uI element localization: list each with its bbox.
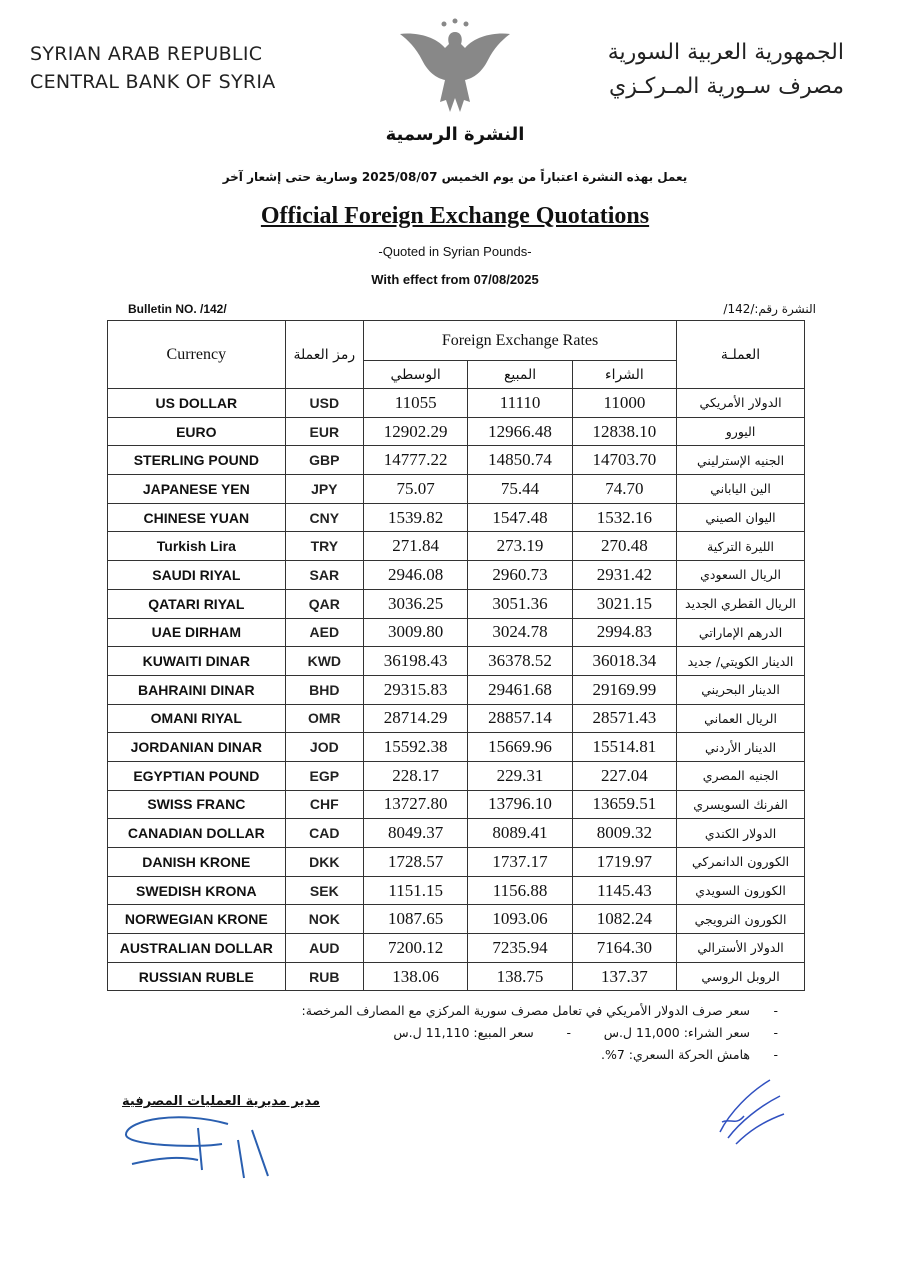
sell-rate: 3024.78: [468, 618, 572, 647]
buy-rate: 1082.24: [572, 905, 676, 934]
table-row: [108, 675, 805, 704]
currency-name-ar: الدولار الأمريكي: [677, 389, 805, 418]
buy-rate: 8009.32: [572, 819, 676, 848]
currency-name: EGYPTIAN POUND: [108, 761, 286, 790]
document-title: Official Foreign Exchange Quotations: [260, 203, 650, 229]
currency-code: USD: [285, 389, 363, 418]
currency-name: US DOLLAR: [108, 389, 286, 418]
table-row: [108, 848, 805, 877]
currency-name-ar: الريال القطري الجديد: [677, 589, 805, 618]
currency-name: OMANI RIYAL: [108, 704, 286, 733]
table-row: [108, 532, 805, 561]
currency-name: NORWEGIAN KRONE: [108, 905, 286, 934]
table-row: [108, 704, 805, 733]
buy-rate: 2994.83: [572, 618, 676, 647]
table-row: [108, 790, 805, 819]
currency-name-ar: الكورون النرويجي: [677, 905, 805, 934]
note-usd-rate: سعر صرف الدولار الأمريكي في تعامل مصرف سورية المركزي مع المصارف المرخصة:: [301, 1003, 750, 1018]
currency-code: CNY: [285, 503, 363, 532]
sell-rate: 1737.17: [468, 848, 572, 877]
buy-rate: 74.70: [572, 475, 676, 504]
table-row: [108, 905, 805, 934]
currency-code: JOD: [285, 733, 363, 762]
table-row: [108, 962, 805, 991]
mid-rate: 28714.29: [363, 704, 467, 733]
currency-code: EUR: [285, 417, 363, 446]
currency-name: CHINESE YUAN: [108, 503, 286, 532]
currency-code: QAR: [285, 589, 363, 618]
signature-title: مدير مديرية العمليات المصرفية: [122, 1094, 320, 1109]
currency-name-ar: الريال السعودي: [677, 561, 805, 590]
buy-rate: 14703.70: [572, 446, 676, 475]
table-row: [108, 417, 805, 446]
currency-name-ar: اليورو: [677, 417, 805, 446]
header-currency-ar: العملـة: [677, 321, 805, 389]
currency-name: JORDANIAN DINAR: [108, 733, 286, 762]
buy-rate: 12838.10: [572, 417, 676, 446]
mid-rate: 1151.15: [363, 876, 467, 905]
sell-rate: 29461.68: [468, 675, 572, 704]
table-row: [108, 618, 805, 647]
currency-name-ar: الدولار الأسترالي: [677, 934, 805, 963]
buy-rate: 11000: [572, 389, 676, 418]
sell-rate: 36378.52: [468, 647, 572, 676]
currency-name-ar: الليرة التركية: [677, 532, 805, 561]
header-mid: الوسطي: [363, 361, 467, 389]
buy-rate: 28571.43: [572, 704, 676, 733]
currency-name-ar: الجنيه الإسترليني: [677, 446, 805, 475]
buy-rate: 1532.16: [572, 503, 676, 532]
currency-name: EURO: [108, 417, 286, 446]
signature-icon: [118, 1100, 318, 1180]
mid-rate: 1087.65: [363, 905, 467, 934]
mid-rate: 3009.80: [363, 618, 467, 647]
table-row: [108, 389, 805, 418]
sell-rate: 7235.94: [468, 934, 572, 963]
currency-name-ar: الكورون الدانمركي: [677, 848, 805, 877]
sell-rate: 8089.41: [468, 819, 572, 848]
currency-code: SAR: [285, 561, 363, 590]
buy-rate: 7164.30: [572, 934, 676, 963]
mid-rate: 13727.80: [363, 790, 467, 819]
mid-rate: 75.07: [363, 475, 467, 504]
mid-rate: 271.84: [363, 532, 467, 561]
currency-code: OMR: [285, 704, 363, 733]
header-rates: Foreign Exchange Rates: [363, 321, 676, 361]
currency-name: JAPANESE YEN: [108, 475, 286, 504]
currency-name: DANISH KRONE: [108, 848, 286, 877]
mid-rate: 29315.83: [363, 675, 467, 704]
buy-rate: 137.37: [572, 962, 676, 991]
currency-code: NOK: [285, 905, 363, 934]
table-row: [108, 503, 805, 532]
sell-rate: 138.75: [468, 962, 572, 991]
sell-rate: 75.44: [468, 475, 572, 504]
currency-name: KUWAITI DINAR: [108, 647, 286, 676]
sell-rate: 229.31: [468, 761, 572, 790]
currency-code: DKK: [285, 848, 363, 877]
buy-rate: 36018.34: [572, 647, 676, 676]
note-sell-rate: سعر المبيع: 11,110 ل.س: [393, 1025, 534, 1040]
bulletin-title-ar: النشرة الرسمية: [385, 124, 525, 145]
table-row: [108, 761, 805, 790]
currency-code: GBP: [285, 446, 363, 475]
sell-rate: 1547.48: [468, 503, 572, 532]
header-english: [30, 40, 276, 96]
currency-name: UAE DIRHAM: [108, 618, 286, 647]
currency-code: CHF: [285, 790, 363, 819]
currency-name-ar: الدرهم الإماراتي: [677, 618, 805, 647]
currency-code: AUD: [285, 934, 363, 963]
table-row: [108, 819, 805, 848]
currency-name-ar: الفرنك السويسري: [677, 790, 805, 819]
table-row: [108, 475, 805, 504]
currency-name-ar: اليوان الصيني: [677, 503, 805, 532]
mid-rate: 8049.37: [363, 819, 467, 848]
table-row: [108, 647, 805, 676]
mid-rate: 1728.57: [363, 848, 467, 877]
currency-name: BAHRAINI DINAR: [108, 675, 286, 704]
currency-name: QATARI RIYAL: [108, 589, 286, 618]
mid-rate: 3036.25: [363, 589, 467, 618]
mid-rate: 228.17: [363, 761, 467, 790]
currency-name: STERLING POUND: [108, 446, 286, 475]
currency-code: EGP: [285, 761, 363, 790]
sell-rate: 3051.36: [468, 589, 572, 618]
republic-name: SYRIAN ARAB REPUBLIC: [30, 43, 263, 65]
note-buy-rate: سعر الشراء: 11,000 ل.س: [603, 1025, 750, 1040]
buy-rate: 29169.99: [572, 675, 676, 704]
buy-rate: 270.48: [572, 532, 676, 561]
sell-rate: 1156.88: [468, 876, 572, 905]
note-margin: هامش الحركة السعري: 7%.: [600, 1047, 750, 1062]
currency-name-ar: الدينار البحريني: [677, 675, 805, 704]
table-row: [108, 589, 805, 618]
sell-rate: 12966.48: [468, 417, 572, 446]
table-row: [108, 934, 805, 963]
table-row: [108, 876, 805, 905]
currency-code: CAD: [285, 819, 363, 848]
currency-code: RUB: [285, 962, 363, 991]
sell-rate: 15669.96: [468, 733, 572, 762]
buy-rate: 1145.43: [572, 876, 676, 905]
currency-name: CANADIAN DOLLAR: [108, 819, 286, 848]
mid-rate: 36198.43: [363, 647, 467, 676]
currency-name-ar: الكورون السويدي: [677, 876, 805, 905]
currency-name: SWEDISH KRONA: [108, 876, 286, 905]
header-arabic: [608, 36, 844, 104]
notes: -سعر صرف الدولار الأمريكي في تعامل مصرف سورية المركزي مع المصارف المرخصة: -سعر الشراء: 11,000 ل.س-سعر المبيع: 11,110 ل.س -هامش الحركة السعري: 7%.: [301, 1003, 778, 1062]
exchange-rates-table: [107, 320, 805, 991]
mid-rate: 2946.08: [363, 561, 467, 590]
sell-rate: 2960.73: [468, 561, 572, 590]
bulletin-number-ar: النشرة رقم:/142/: [723, 302, 816, 316]
currency-code: BHD: [285, 675, 363, 704]
effective-date: With effect from 07/08/2025: [371, 272, 539, 287]
sell-rate: 1093.06: [468, 905, 572, 934]
republic-name-ar: الجمهورية العربية السورية: [607, 40, 844, 65]
mid-rate: 12902.29: [363, 417, 467, 446]
currency-name: AUSTRALIAN DOLLAR: [108, 934, 286, 963]
buy-rate: 15514.81: [572, 733, 676, 762]
mid-rate: 7200.12: [363, 934, 467, 963]
buy-rate: 13659.51: [572, 790, 676, 819]
table-row: [108, 733, 805, 762]
sell-rate: 14850.74: [468, 446, 572, 475]
sell-rate: 273.19: [468, 532, 572, 561]
buy-rate: 227.04: [572, 761, 676, 790]
buy-rate: 3021.15: [572, 589, 676, 618]
sell-rate: 13796.10: [468, 790, 572, 819]
initials-stamp-icon: [700, 1072, 790, 1152]
bulletin-number: Bulletin NO. /142/: [128, 302, 227, 316]
mid-rate: 15592.38: [363, 733, 467, 762]
bulletin-effect-ar: يعمل بهذه النشرة اعتباراً من يوم الخميس 2025/08/07 وسارية حتى إشعار آخر: [222, 170, 688, 184]
mid-rate: 1539.82: [363, 503, 467, 532]
buy-rate: 2931.42: [572, 561, 676, 590]
header-currency: Currency: [108, 321, 286, 389]
mid-rate: 138.06: [363, 962, 467, 991]
table-row: [108, 561, 805, 590]
currency-code: KWD: [285, 647, 363, 676]
currency-name-ar: الجنيه المصري: [677, 761, 805, 790]
quoted-note: -Quoted in Syrian Pounds-: [378, 244, 532, 259]
currency-name-ar: الريال العماني: [677, 704, 805, 733]
mid-rate: 14777.22: [363, 446, 467, 475]
bank-name-ar: مصرف سـورية المـركـزي: [609, 74, 844, 99]
currency-name-ar: الدولار الكندي: [677, 819, 805, 848]
currency-name: SWISS FRANC: [108, 790, 286, 819]
currency-code: SEK: [285, 876, 363, 905]
currency-name: RUSSIAN RUBLE: [108, 962, 286, 991]
currency-name-ar: الدينار الأردني: [677, 733, 805, 762]
currency-name-ar: الين الياباني: [677, 475, 805, 504]
eagle-emblem-icon: [380, 18, 530, 118]
currency-code: TRY: [285, 532, 363, 561]
bank-name: CENTRAL BANK OF SYRIA: [30, 71, 276, 93]
currency-name-ar: الدينار الكويتي/ جديد: [677, 647, 805, 676]
sell-rate: 11110: [468, 389, 572, 418]
currency-code: AED: [285, 618, 363, 647]
header-code: رمز العملة: [285, 321, 363, 389]
currency-name: Turkish Lira: [108, 532, 286, 561]
currency-name-ar: الروبل الروسي: [677, 962, 805, 991]
buy-rate: 1719.97: [572, 848, 676, 877]
mid-rate: 11055: [363, 389, 467, 418]
currency-name: SAUDI RIYAL: [108, 561, 286, 590]
currency-code: JPY: [285, 475, 363, 504]
header-sell: المبيع: [468, 361, 572, 389]
header-buy: الشراء: [572, 361, 676, 389]
table-row: [108, 446, 805, 475]
sell-rate: 28857.14: [468, 704, 572, 733]
